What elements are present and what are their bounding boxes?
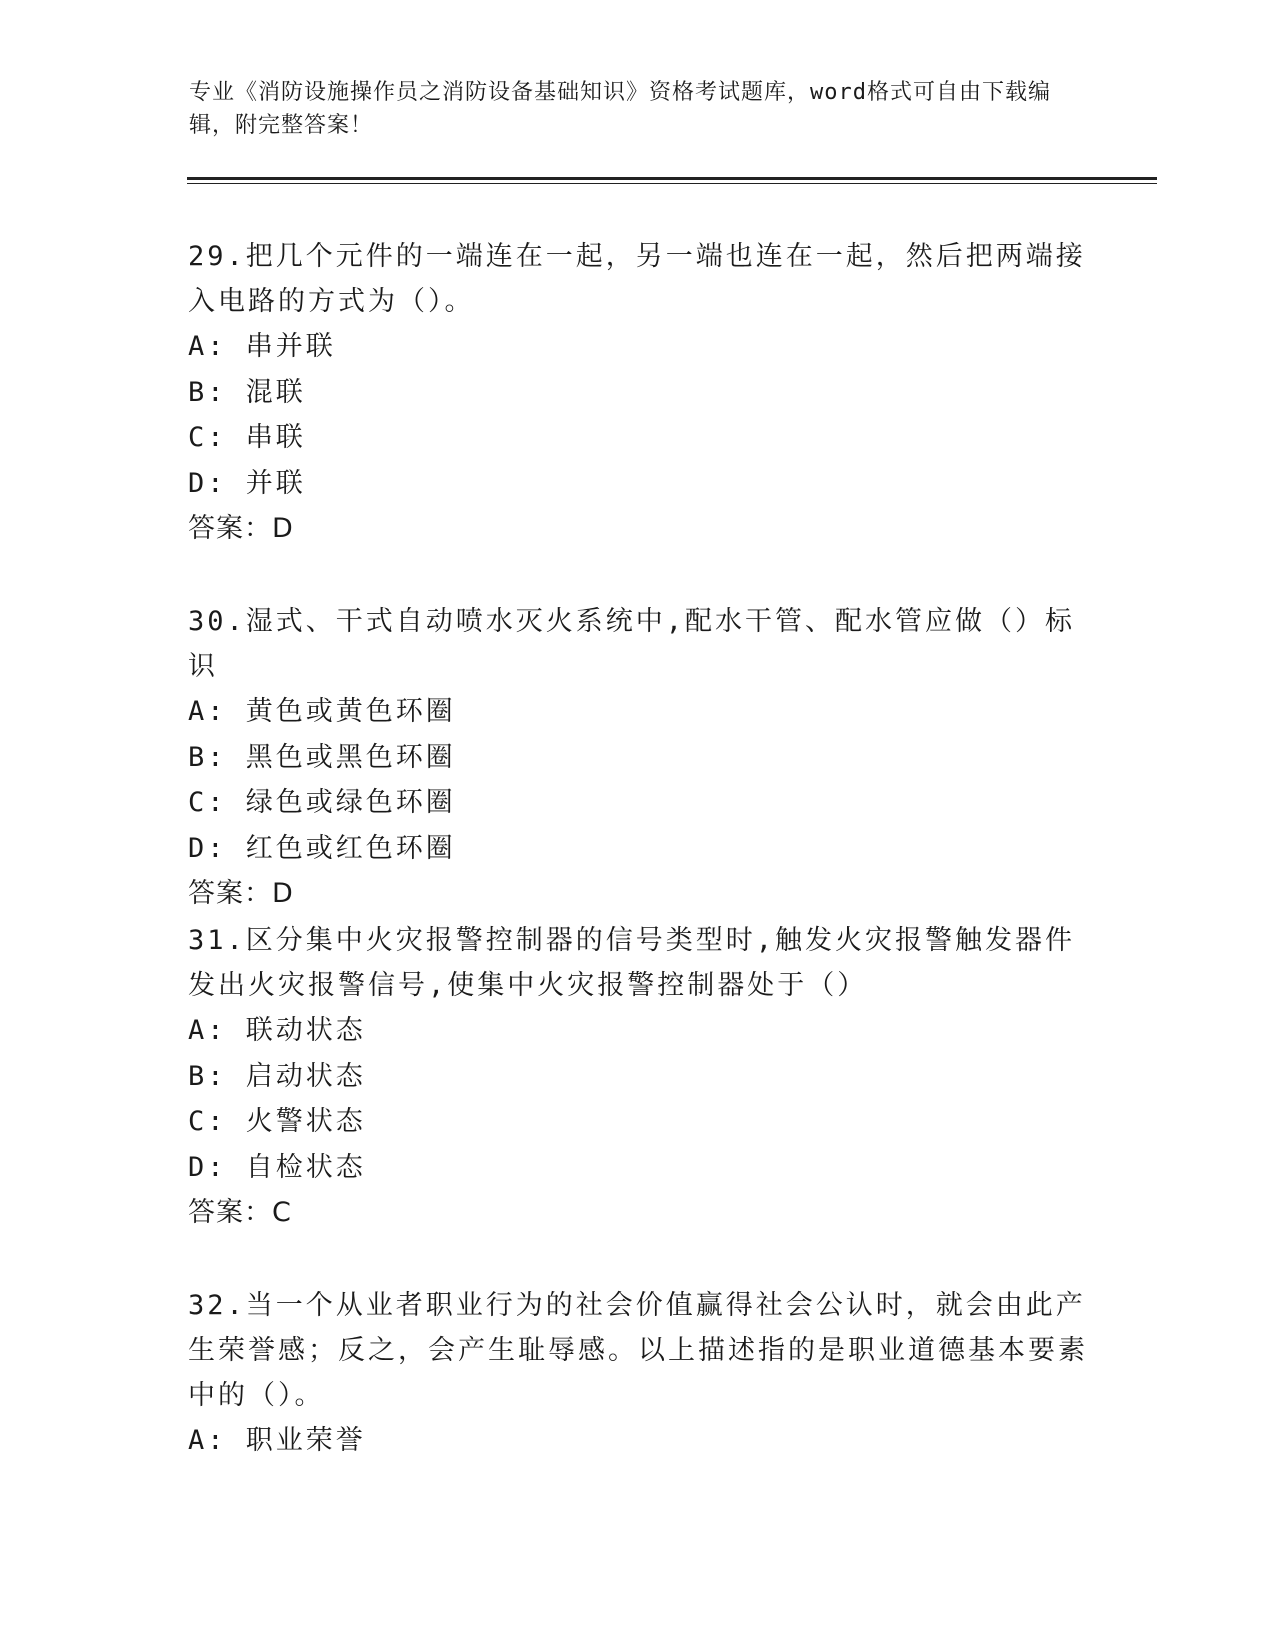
option-c: C: 串联 [188, 422, 306, 453]
header-divider-thin [187, 183, 1157, 184]
question-stem: 31.区分集中火灾报警控制器的信号类型时,触发火灾报警触发器件发出火灾报警信号,使集中火灾报警控制器处于（） [188, 925, 1076, 1001]
question-30 [188, 599, 1088, 917]
header-divider-thick [187, 177, 1157, 180]
option-d: D: 自检状态 [188, 1151, 366, 1183]
option-c: C: 绿色或绿色环圈 [188, 787, 456, 818]
answer: 答案：C [188, 1197, 292, 1228]
question-32 [188, 1283, 1088, 1464]
question-stem: 29.把几个元件的一端连在一起，另一端也连在一起，然后把两端接入电路的方式为（）。 [188, 241, 1086, 317]
option-a: A: 串并联 [188, 331, 336, 362]
option-a: A: 黄色或黄色环圈 [188, 696, 456, 727]
option-b: B: 黑色或黑色环圈 [188, 741, 456, 773]
question-stem: 30.湿式、干式自动喷水灭火系统中,配水干管、配水管应做（）标识 [188, 606, 1076, 682]
answer: 答案：D [188, 513, 294, 544]
question-29 [188, 234, 1088, 552]
document-header: 专业《消防设施操作员之消防设备基础知识》资格考试题库，word格式可自由下载编辑，附完整答案！ [189, 80, 1051, 138]
option-a: A: 职业荣誉 [188, 1425, 366, 1456]
question-stem: 32.当一个从业者职业行为的社会价值赢得社会公认时，就会由此产生荣誉感；反之，会产生耻辱感。以上描述指的是职业道德基本要素中的（）。 [188, 1290, 1088, 1411]
answer: 答案：D [188, 878, 294, 909]
option-c: C: 火警状态 [188, 1106, 366, 1137]
option-d: D: 并联 [188, 467, 306, 499]
option-b: B: 混联 [188, 376, 306, 408]
option-d: D: 红色或红色环圈 [188, 832, 456, 864]
option-b: B: 启动状态 [188, 1060, 366, 1092]
option-a: A: 联动状态 [188, 1015, 366, 1046]
question-31 [188, 918, 1088, 1236]
